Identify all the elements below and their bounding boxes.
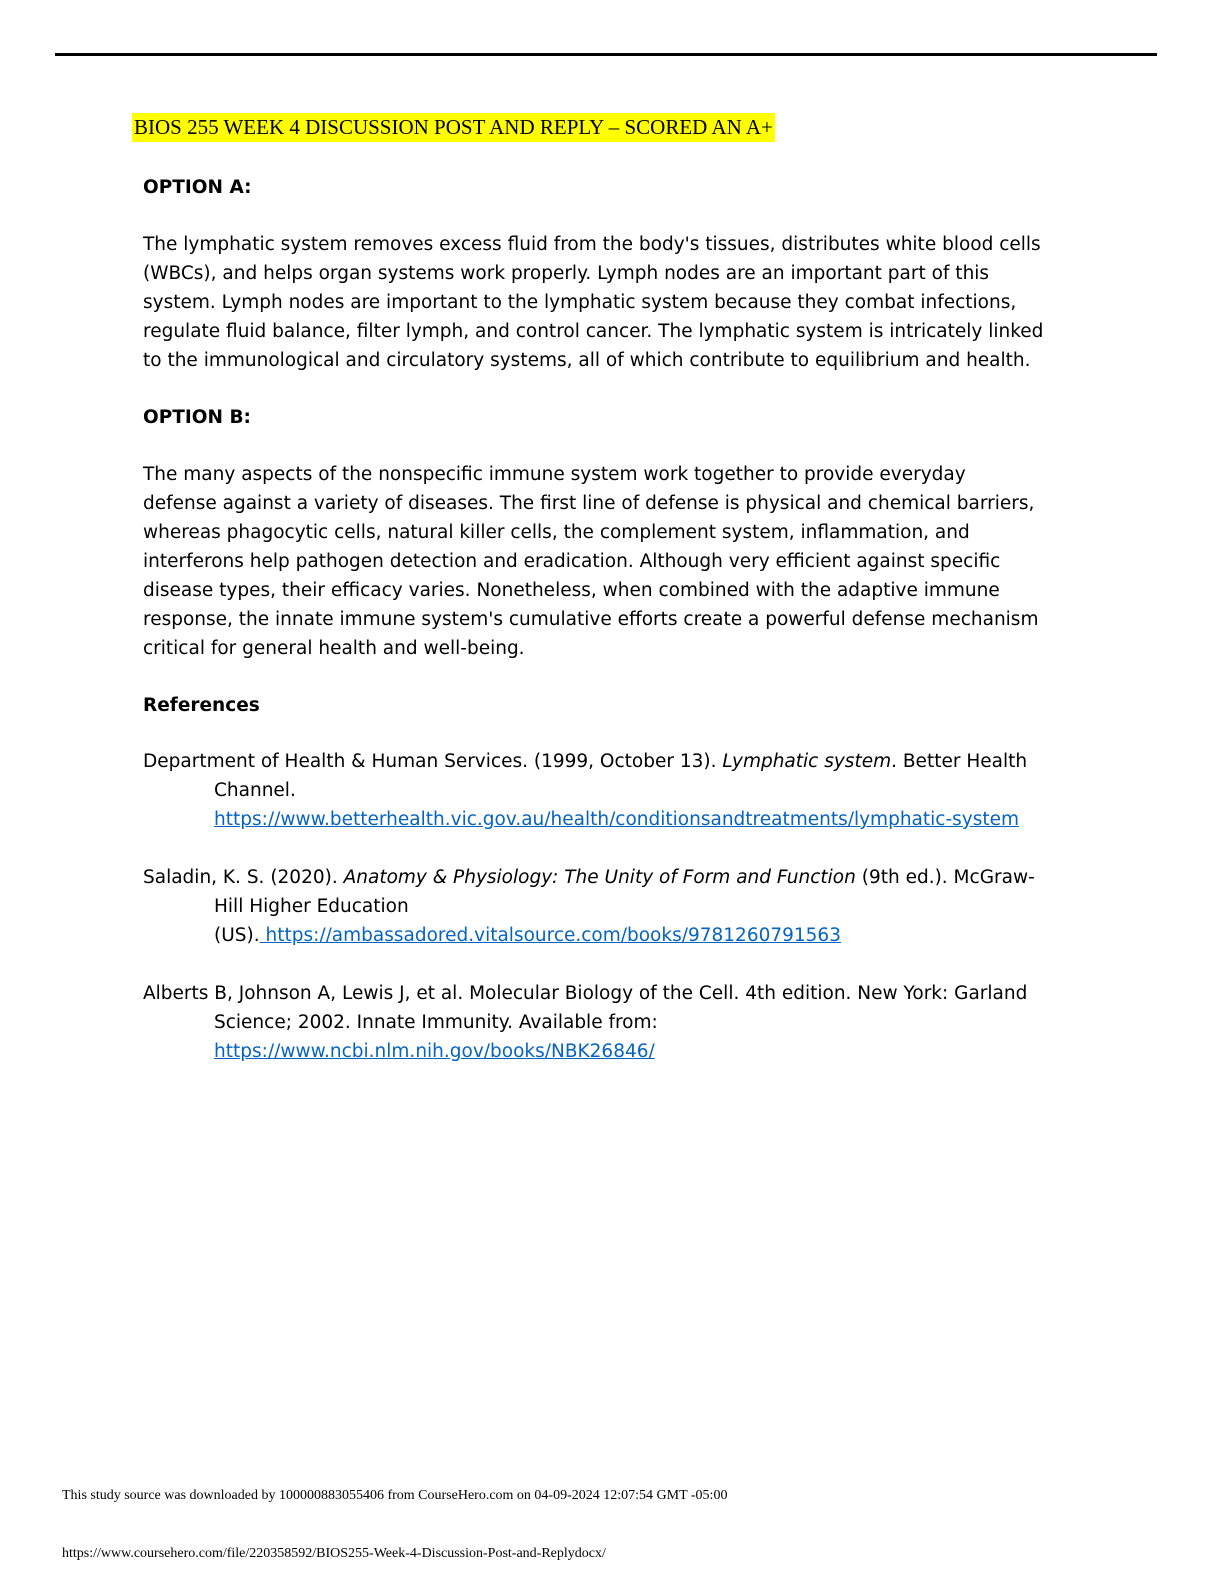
paragraph-line: response, the innate immune system's cumulative efforts create a powerful defense mechanism — [143, 609, 1039, 630]
reference-italic-title: Anatomy & Physiology: The Unity of Form and Function — [337, 867, 856, 888]
references-heading: References — [143, 695, 260, 716]
paragraph-line: system. Lymph nodes are important to the lymphatic system because they combat infections, — [143, 292, 1017, 313]
reference-line — [143, 747, 1103, 776]
reference-text: . Better Health — [891, 751, 1028, 772]
source-url[interactable]: https://www.coursehero.com/file/220358592/BIOS255-Week-4-Discussion-Post-and-Replydocx/ — [62, 1546, 606, 1561]
reference-line — [143, 1037, 1103, 1066]
reference-2 — [143, 863, 1103, 950]
document-title: BIOS 255 WEEK 4 DISCUSSION POST AND REPLY – SCORED AN A+ — [132, 113, 775, 142]
option-b-paragraph — [143, 460, 1103, 663]
reference-3-link[interactable]: https://www.ncbi.nlm.nih.gov/books/NBK26846/ — [214, 1041, 655, 1062]
reference-italic-title: Lymphatic system — [716, 751, 892, 772]
paragraph-line: whereas phagocytic cells, natural killer cells, the complement system, inflammation, and — [143, 522, 970, 543]
option-a-heading: OPTION A: — [143, 177, 252, 198]
reference-text: (US). — [214, 925, 260, 946]
reference-text: Department of Health & Human Services. (1999, October 13). — [143, 751, 717, 772]
paragraph-line: disease types, their efficacy varies. Nonetheless, when combined with the adaptive immune — [143, 580, 1000, 601]
paragraph-line: defense against a variety of diseases. The first line of defense is physical and chemical barriers, — [143, 493, 1035, 514]
option-b-heading: OPTION B: — [143, 407, 251, 428]
download-notice: This study source was downloaded by 100000883055406 from CourseHero.com on 04-09-2024 12:07:54 GMT -05:00 — [62, 1488, 728, 1503]
paragraph-line: The lymphatic system removes excess fluid from the body's tissues, distributes white blood cells — [143, 234, 1041, 255]
paragraph-line: interferons help pathogen detection and eradication. Although very efficient against specific — [143, 551, 1001, 572]
reference-line — [143, 921, 1103, 950]
reference-line: Channel. — [214, 780, 296, 801]
paragraph-line: regulate fluid balance, filter lymph, and control cancer. The lymphatic system is intricately linked — [143, 321, 1044, 342]
reference-2-link[interactable]: https://ambassadored.vitalsource.com/books/9781260791563 — [259, 925, 841, 946]
top-rule — [55, 53, 1157, 56]
reference-line — [143, 863, 1103, 892]
paragraph-line: The many aspects of the nonspecific immune system work together to provide everyday — [143, 464, 966, 485]
reference-1-link[interactable]: https://www.betterhealth.vic.gov.au/health/conditionsandtreatments/lymphatic-system — [214, 809, 1020, 830]
reference-1 — [143, 747, 1103, 834]
option-a-paragraph — [143, 230, 1103, 375]
reference-text: Saladin, K. S. (2020). — [143, 867, 338, 888]
reference-text: (9th ed.). McGraw- — [855, 867, 1035, 888]
reference-3 — [143, 979, 1103, 1066]
paragraph-line: critical for general health and well-being. — [143, 638, 525, 659]
reference-line: Alberts B, Johnson A, Lewis J, et al. Molecular Biology of the Cell. 4th edition. New York: Garland — [143, 983, 1028, 1004]
paragraph-line: to the immunological and circulatory systems, all of which contribute to equilibrium and health. — [143, 350, 1031, 371]
reference-line — [143, 805, 1103, 834]
reference-line: Science; 2002. Innate Immunity. Available from: — [214, 1012, 658, 1033]
reference-line: Hill Higher Education — [214, 896, 409, 917]
paragraph-line: (WBCs), and helps organ systems work properly. Lymph nodes are an important part of this — [143, 263, 990, 284]
